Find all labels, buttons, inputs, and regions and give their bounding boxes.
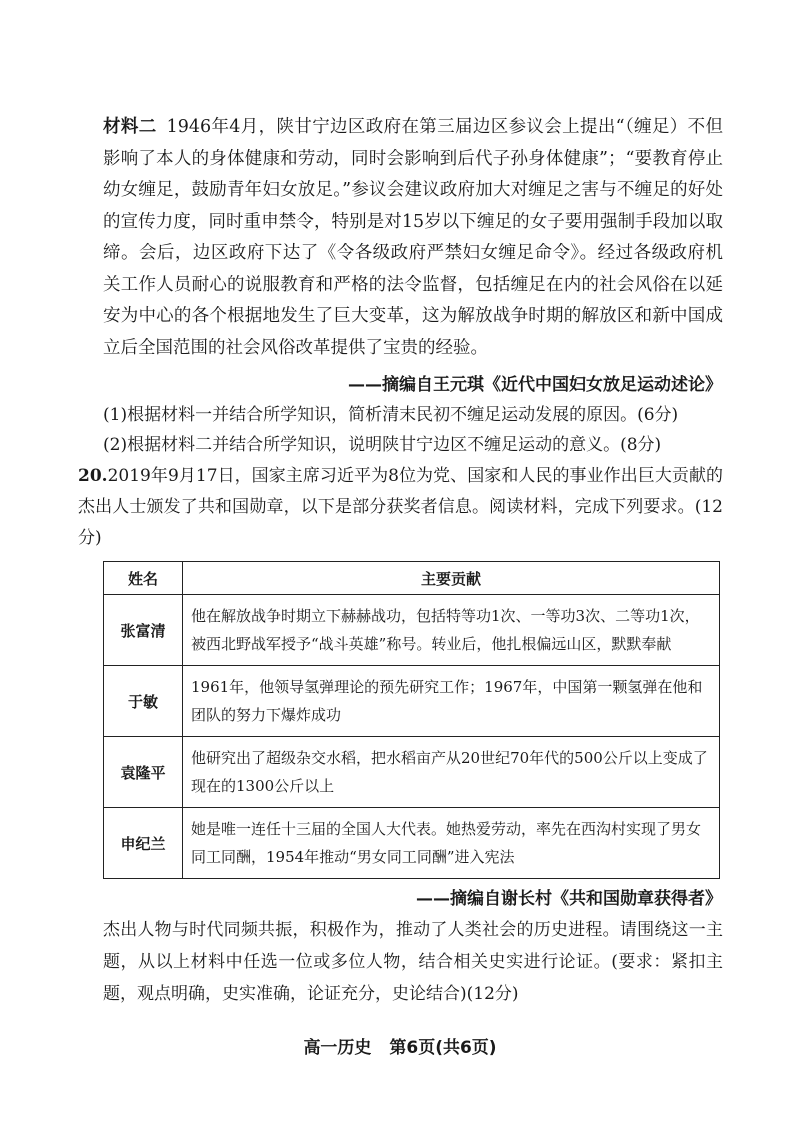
material-two-source: ——摘编自王元琪《近代中国妇女放足运动述论》 (348, 375, 722, 395)
recipient-name: 申纪兰 (104, 808, 183, 879)
table-source: ——摘编自谢长村《共和国勋章获得者》 (416, 889, 722, 909)
essay-task: 杰出人物与时代同频共振，积极作为，推动了人类社会的历史进程。请围绕这一主题，从以上材料中任选一位或多位人物，结合相关史实进行论证。(要求：紧扣主题，观点明确，史实准确，论证充分，史论结合)(12分) (103, 920, 723, 1004)
question-19-part-1: (1)根据材料一并结合所学知识，简析清末民初不缠足运动发展的原因。(6分) (103, 405, 679, 425)
recipient-contribution: 1961年，他领导氢弹理论的预先研究工作；1967年，中国第一颗氢弹在他和团队的努力下爆炸成功 (183, 666, 720, 737)
recipient-name: 于敏 (104, 666, 183, 737)
question-20-text: 2019年9月17日，国家主席习近平为8位为党、国家和人民的事业作出巨大贡献的杰出人士颁发了共和国勋章，以下是部分获奖者信息。阅读材料，完成下列要求。(12分) (78, 466, 723, 548)
recipient-contribution: 她是唯一连任十三届的全国人大代表。她热爱劳动，率先在西沟村实现了男女同工同酬，1954年推动“男女同工同酬”进入宪法 (183, 808, 720, 879)
recipient-name: 袁隆平 (104, 737, 183, 808)
header-name: 姓名 (104, 562, 183, 595)
material-two-label: 材料二 (103, 117, 157, 137)
table-row (104, 666, 720, 737)
recipient-name: 张富清 (104, 595, 183, 666)
header-contribution: 主要贡献 (183, 562, 720, 595)
question-20-stem (78, 461, 723, 554)
medal-recipients-table (103, 561, 720, 879)
footer-subject: 高一历史 (303, 1038, 372, 1058)
page-footer (0, 1033, 800, 1058)
table-row (104, 808, 720, 879)
table-header-row (104, 562, 720, 595)
table-row (104, 595, 720, 666)
question-20-number: 20. (78, 466, 108, 486)
footer-page-number: 第6页(共6页) (389, 1038, 497, 1058)
recipient-contribution: 他在解放战争时期立下赫赫战功，包括特等功1次、一等功3次、二等功1次，被西北野战军授予“战斗英雄”称号。转业后，他扎根偏远山区，默默奉献 (183, 595, 720, 666)
material-two-paragraph (103, 112, 723, 364)
material-two-text: 1946年4月，陕甘宁边区政府在第三届边区参议会上提出“（缠足）不但影响了本人的身体健康和劳动，同时会影响到后代子孙身体健康”；“要教育停止幼女缠足，鼓励青年妇女放足。”参议会建议政府加大对缠足之害与不缠足的好处的宣传力度，同时重申禁令，特别是对15岁以下缠足的女子要用强制手段加以取缔。会后，边区政府下达了《令各级政府严禁妇女缠足命令》。经过各级政府机关工作人员耐心的说服教育和严格的法令监督，包括缠足在内的社会风俗在以延安为中心的各个根据地发生了巨大变革，这为解放战争时期的解放区和新中国成立后全国范围的社会风俗改革提供了宝贵的经验。 (103, 117, 723, 358)
table-row (104, 737, 720, 808)
recipient-contribution: 他研究出了超级杂交水稻，把水稻亩产从20世纪70年代的500公斤以上变成了现在的1300公斤以上 (183, 737, 720, 808)
question-19-part-2: (2)根据材料二并结合所学知识，说明陕甘宁边区不缠足运动的意义。(8分) (103, 435, 662, 455)
